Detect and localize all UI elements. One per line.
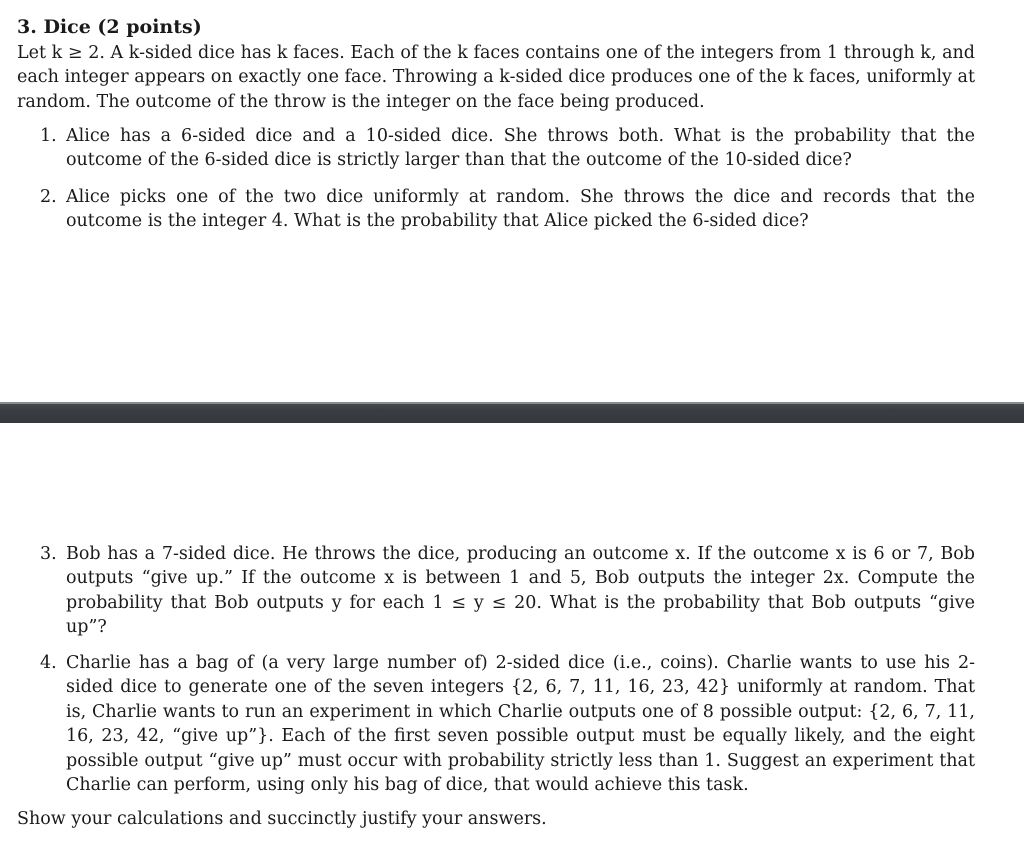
item-number: 4.	[40, 653, 57, 673]
question-title: 3. Dice (2 points)	[17, 16, 202, 38]
item-text: Charlie has a bag of (a very large number of) 2-sided dice (i.e., coins). Charlie wants to use his 2-sided dice to generate one of the seven integers {2, 6, 7, 11, 16, 23, 42} uniformly at random. That is, Charlie wants to run an experiment in which Charlie outputs one of 8 possible output: {2, 6, 7, 11, 16, 23, 42, “give up”}. Each of the first seven possible output must be equally likely, and the eight possible output “give up” must occur with probability strictly less than 1. Suggest an experiment that Charlie can perform, using only his bag of dice, that would achieve this task.	[66, 653, 975, 796]
list-item	[40, 124, 975, 173]
page-divider	[0, 402, 1024, 423]
item-number: 3.	[40, 544, 57, 564]
item-number: 2.	[40, 187, 57, 207]
question-intro: Let k ≥ 2. A k-sided dice has k faces. Each of the k faces contains one of the integers from 1 through k, and each integer appears on exactly one face. Throwing a k-sided dice produces one of the k faces, uniformly at random. The outcome of the throw is the integer on the face being produced.	[17, 43, 975, 112]
list-item	[40, 542, 975, 640]
item-text: Bob has a 7-sided dice. He throws the dice, producing an outcome x. If the outcome x is 6 or 7, Bob outputs “give up.” If the outcome x is between 1 and 5, Bob outputs the integer 2x. Compute the probability that Bob outputs y for each 1 ≤ y ≤ 20. What is the probability that Bob outputs “give up”?	[66, 544, 975, 638]
item-number: 1.	[40, 126, 57, 146]
page-divider-highlight	[0, 402, 1024, 404]
instructions-footer: Show your calculations and succinctly justify your answers.	[17, 809, 547, 829]
item-text: Alice has a 6-sided dice and a 10-sided dice. She throws both. What is the probability that the outcome of the 6-sided dice is strictly larger than that the outcome of the 10-sided dice?	[66, 126, 975, 171]
list-item	[40, 651, 975, 797]
list-item	[40, 185, 975, 234]
item-text: Alice picks one of the two dice uniformly at random. She throws the dice and records that the outcome is the integer 4. What is the probability that Alice picked the 6-sided dice?	[66, 187, 975, 232]
